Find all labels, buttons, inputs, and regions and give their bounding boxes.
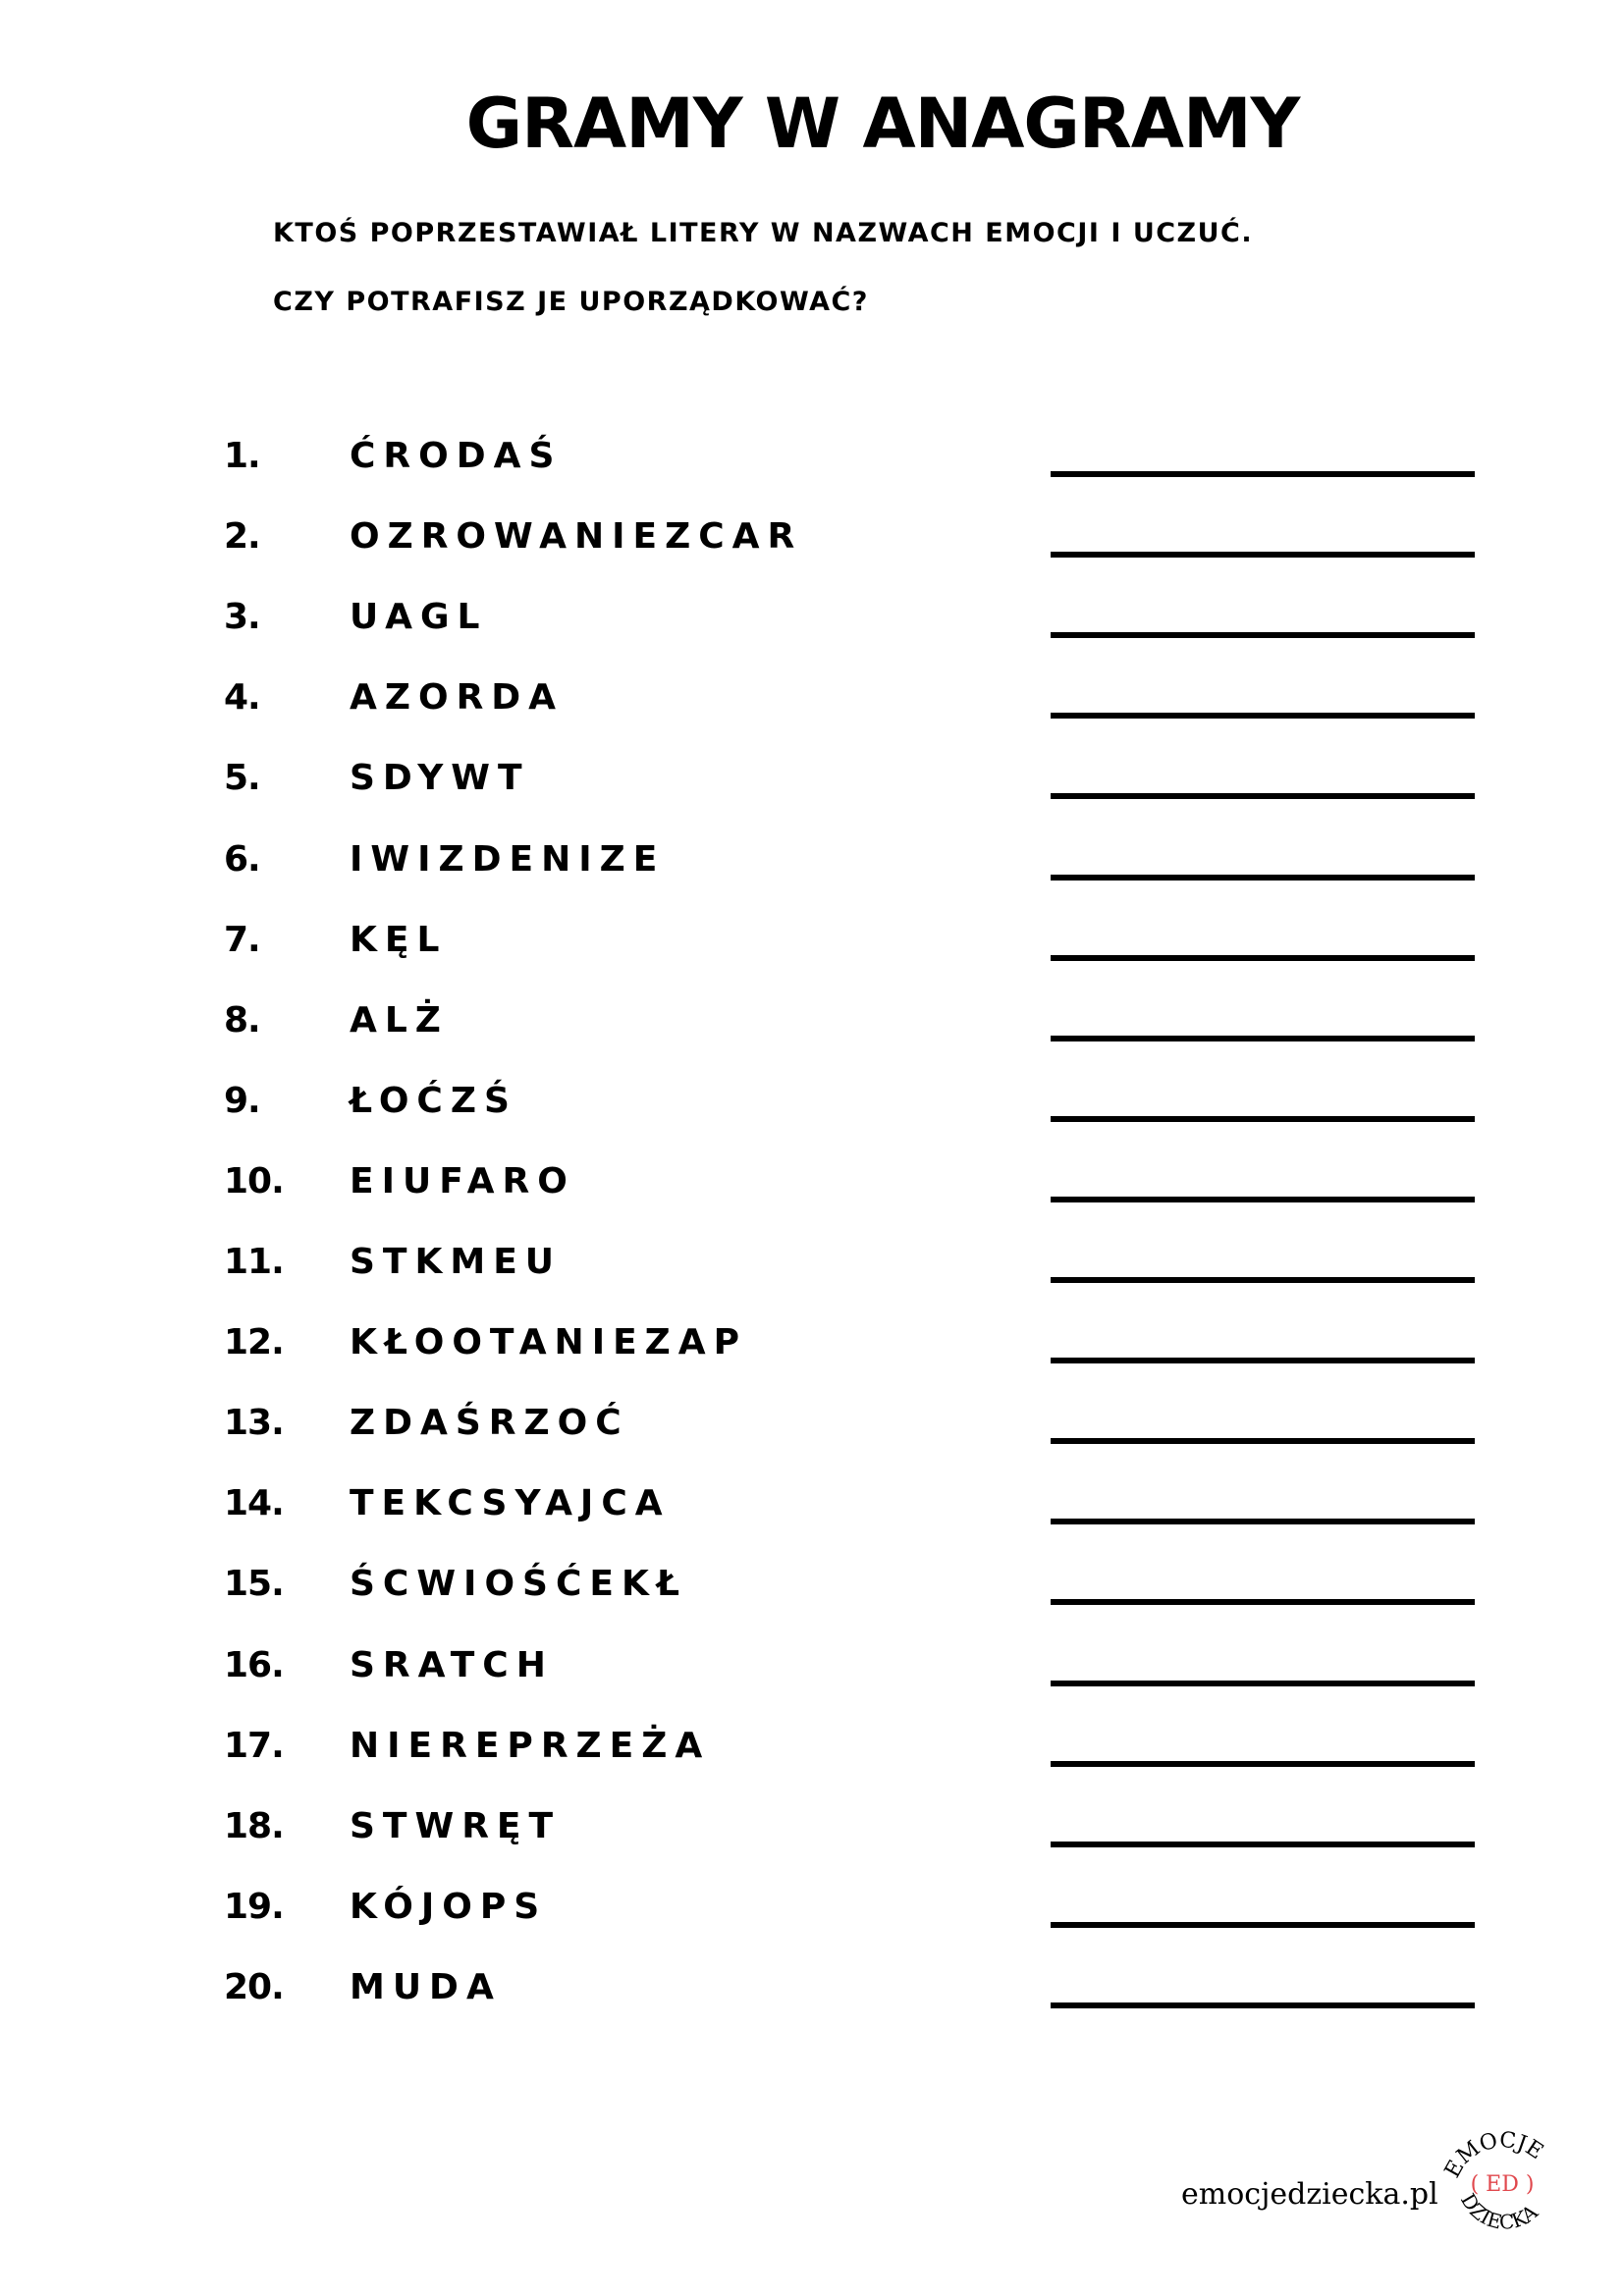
logo-top-text: EMOCJE xyxy=(1439,2127,1548,2182)
answer-line[interactable] xyxy=(1051,1922,1475,1928)
anagram-row xyxy=(0,1322,1624,1381)
anagram-row xyxy=(0,1000,1624,1059)
answer-line[interactable] xyxy=(1051,471,1475,477)
anagram-row xyxy=(0,1081,1624,1140)
scrambled-word: KĘL xyxy=(350,919,448,960)
answer-line[interactable] xyxy=(1051,1519,1475,1524)
scrambled-word: EIUFARO xyxy=(350,1160,575,1201)
answer-line[interactable] xyxy=(1051,552,1475,558)
logo-middle-text: ( ED ) xyxy=(1470,2172,1535,2197)
anagram-row xyxy=(0,758,1624,817)
scrambled-word: OZROWANIEZCAR xyxy=(350,516,803,558)
scrambled-word: AZORDA xyxy=(350,677,565,719)
anagram-row xyxy=(0,839,1624,898)
item-number: 9. xyxy=(224,1080,260,1121)
answer-line[interactable] xyxy=(1051,955,1475,961)
anagram-row xyxy=(0,1483,1624,1542)
item-number: 18. xyxy=(224,1805,284,1846)
scrambled-word: KÓJOPS xyxy=(350,1886,548,1927)
anagram-row xyxy=(0,1726,1624,1785)
answer-line[interactable] xyxy=(1051,1438,1475,1444)
anagram-row xyxy=(0,1564,1624,1623)
answer-line[interactable] xyxy=(1051,1358,1475,1363)
scrambled-word: ZDAŚRZOĆ xyxy=(350,1403,629,1444)
item-number: 7. xyxy=(224,919,260,960)
item-number: 16. xyxy=(224,1644,284,1685)
instruction-line-2: CZY POTRAFISZ JE UPORZĄDKOWAĆ? xyxy=(273,287,869,317)
anagram-row xyxy=(0,597,1624,656)
item-number: 12. xyxy=(224,1322,284,1363)
anagram-row xyxy=(0,1161,1624,1220)
scrambled-word: SDYWT xyxy=(350,758,530,799)
answer-line[interactable] xyxy=(1051,632,1475,638)
scrambled-word: ALŻ xyxy=(350,999,449,1041)
instruction-line-1: KTOŚ POPRZESTAWIAŁ LITERY W NAZWACH EMOCJI I UCZUĆ. xyxy=(273,218,1254,248)
scrambled-word: TEKCSYAJCA xyxy=(350,1483,671,1524)
scrambled-word: KŁOOTANIEZAP xyxy=(350,1322,748,1363)
anagram-row xyxy=(0,1887,1624,1946)
scrambled-word: ŚCWIOŚĆEKŁ xyxy=(350,1564,688,1605)
answer-line[interactable] xyxy=(1051,1197,1475,1202)
item-number: 4. xyxy=(224,677,260,719)
answer-line[interactable] xyxy=(1051,875,1475,881)
emocje-dziecka-logo xyxy=(1434,2110,1571,2248)
scrambled-word: ŁOĆZŚ xyxy=(350,1080,517,1121)
item-number: 3. xyxy=(224,597,260,638)
scrambled-word: NIEREPRZEŻA xyxy=(350,1725,711,1766)
item-number: 2. xyxy=(224,516,260,558)
item-number: 20. xyxy=(224,1966,284,2007)
anagram-row xyxy=(0,1403,1624,1462)
anagram-row xyxy=(0,436,1624,495)
scrambled-word: STKMEU xyxy=(350,1242,563,1282)
scrambled-word: MUDA xyxy=(350,1966,502,2007)
item-number: 10. xyxy=(224,1160,284,1201)
item-number: 8. xyxy=(224,999,260,1041)
answer-line[interactable] xyxy=(1051,1116,1475,1122)
item-number: 11. xyxy=(224,1242,284,1282)
item-number: 15. xyxy=(224,1564,284,1605)
answer-line[interactable] xyxy=(1051,1842,1475,1847)
answer-line[interactable] xyxy=(1051,793,1475,799)
scrambled-word: ĆRODAŚ xyxy=(350,436,563,476)
item-number: 17. xyxy=(224,1725,284,1766)
anagram-row xyxy=(0,1242,1624,1301)
scrambled-word: IWIZDENIZE xyxy=(350,838,666,880)
anagram-row xyxy=(0,677,1624,736)
anagram-row xyxy=(0,516,1624,575)
item-number: 14. xyxy=(224,1483,284,1524)
answer-line[interactable] xyxy=(1051,1036,1475,1041)
answer-line[interactable] xyxy=(1051,1681,1475,1686)
answer-line[interactable] xyxy=(1051,1761,1475,1767)
scrambled-word: UAGL xyxy=(350,597,488,638)
scrambled-word: STWRĘT xyxy=(350,1805,562,1846)
item-number: 6. xyxy=(224,838,260,880)
anagram-row xyxy=(0,1967,1624,2026)
anagram-row xyxy=(0,1806,1624,1865)
item-number: 5. xyxy=(224,758,260,799)
worksheet-title: GRAMY W ANAGRAMY xyxy=(465,83,1300,164)
site-name: emocjedziecka.pl xyxy=(1181,2177,1438,2212)
answer-line[interactable] xyxy=(1051,2002,1475,2008)
item-number: 13. xyxy=(224,1403,284,1444)
answer-line[interactable] xyxy=(1051,1277,1475,1283)
logo-bottom-text: DZIECKA xyxy=(1455,2189,1543,2234)
anagram-row xyxy=(0,1645,1624,1704)
anagram-row xyxy=(0,920,1624,979)
item-number: 1. xyxy=(224,436,260,476)
answer-line[interactable] xyxy=(1051,713,1475,719)
item-number: 19. xyxy=(224,1886,284,1927)
scrambled-word: SRATCH xyxy=(350,1644,554,1685)
answer-line[interactable] xyxy=(1051,1599,1475,1605)
